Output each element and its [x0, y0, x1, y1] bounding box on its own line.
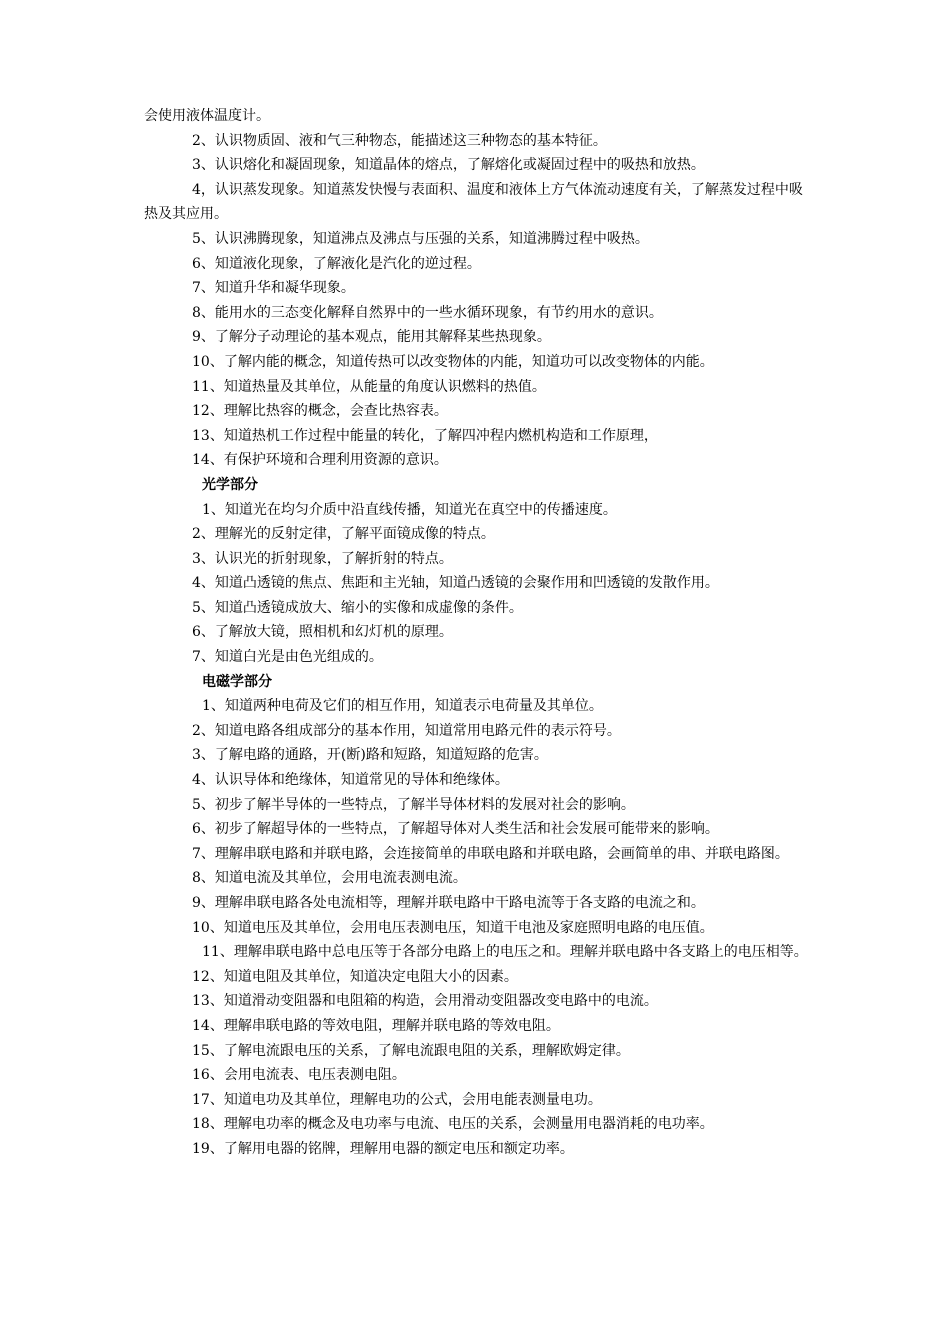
- list-item: [144, 842, 816, 867]
- list-item: 2、知道电路各组成部分的基本作用，知道常用电路元件的表示符号。: [192, 722, 621, 739]
- list-item: 8、知道电流及其单位，会用电流表测电流。: [192, 870, 467, 887]
- document-body: [144, 104, 816, 1162]
- list-item-text: 7、理解串联电路和并联电路，会连接简单的串联电路和并联电路，会画简单的串、并联电路图。: [192, 845, 789, 862]
- list-item: 1、知道光在均匀介质中沿直线传播，知道光在真空中的传播速度。: [202, 501, 617, 518]
- section-heading-optics: 光学部分: [202, 476, 258, 493]
- list-item: 14、有保护环境和合理利用资源的意识。: [192, 452, 448, 469]
- list-item-text: 4，认识蒸发现象。知道蒸发快慢与表面积、温度和液体上方气体流动速度有关，了解蒸发过程中吸热及其应用。: [144, 181, 803, 223]
- list-item: 2、认识物质固、液和气三种物态，能描述这三种物态的基本特征。: [192, 132, 607, 149]
- list-item: 10、知道电压及其单位，会用电压表测电压，知道干电池及家庭照明电路的电压值。: [192, 919, 714, 936]
- list-item: 11、知道热量及其单位，从能量的角度认识燃料的热值。: [192, 378, 546, 395]
- list-item: 12、理解比热容的概念，会查比热容表。: [192, 403, 448, 420]
- list-item: 18、理解电功率的概念及电功率与电流、电压的关系，会测量用电器消耗的电功率。: [192, 1116, 714, 1133]
- list-item: 14、理解串联电路的等效电阻，理解并联电路的等效电阻。: [192, 1017, 560, 1034]
- list-item-text: 11、理解串联电路中总电压等于各部分电路上的电压之和。理解并联电路中各支路上的电压相等。: [202, 944, 808, 961]
- list-item: 3、认识熔化和凝固现象，知道晶体的熔点，了解熔化或凝固过程中的吸热和放热。: [192, 157, 705, 174]
- list-item: 5、初步了解半导体的一些特点，了解半导体材料的发展对社会的影响。: [192, 796, 635, 813]
- list-item: 6、知道液化现象，了解液化是汽化的逆过程。: [192, 255, 481, 272]
- list-item: 7、知道升华和凝华现象。: [192, 280, 355, 297]
- list-item: [144, 940, 816, 965]
- list-item: 4、认识导体和绝缘体，知道常见的导体和绝缘体。: [192, 772, 509, 789]
- list-item: 12、知道电阻及其单位，知道决定电阻大小的因素。: [192, 968, 518, 985]
- list-item: 5、知道凸透镜成放大、缩小的实像和成虚像的条件。: [192, 599, 523, 616]
- list-item: 9、理解串联电路各处电流相等，理解并联电路中干路电流等于各支路的电流之和。: [192, 895, 705, 911]
- list-item: 7、知道白光是由色光组成的。: [192, 649, 383, 666]
- list-item: 1、知道两种电荷及它们的相互作用，知道表示电荷量及其单位。: [202, 698, 603, 715]
- list-item: 16、会用电流表、电压表测电阻。: [192, 1067, 406, 1084]
- list-item: 19、了解用电器的铭牌，理解用电器的额定电压和额定功率。: [192, 1140, 574, 1157]
- list-item: 4、知道凸透镜的焦点、焦距和主光轴，知道凸透镜的会聚作用和凹透镜的发散作用。: [192, 575, 719, 592]
- list-item: 3、了解电路的通路，开(断)路和短路，知道短路的危害。: [192, 747, 548, 764]
- list-item: 9、了解分子动理论的基本观点，能用其解释某些热现象。: [192, 329, 551, 346]
- list-item: [144, 178, 816, 227]
- list-item: 13、知道热机工作过程中能量的转化，了解四冲程内燃机构造和工作原理，: [192, 427, 658, 444]
- paragraph-continuation: 会使用液体温度计。: [144, 108, 270, 124]
- list-item: 6、初步了解超导体的一些特点，了解超导体对人类生活和社会发展可能带来的影响。: [192, 821, 719, 838]
- list-item: 3、认识光的折射现象，了解折射的特点。: [192, 550, 453, 567]
- list-item: 6、了解放大镜，照相机和幻灯机的原理。: [192, 624, 453, 641]
- list-item: 10、了解内能的概念，知道传热可以改变物体的内能，知道功可以改变物体的内能。: [192, 353, 714, 370]
- list-item: 8、能用水的三态变化解释自然界中的一些水循环现象，有节约用水的意识。: [192, 304, 663, 321]
- list-item: 5、认识沸腾现象，知道沸点及沸点与压强的关系，知道沸腾过程中吸热。: [192, 230, 649, 247]
- list-item: 15、了解电流跟电压的关系，了解电流跟电阻的关系，理解欧姆定律。: [192, 1042, 630, 1059]
- list-item: 13、知道滑动变阻器和电阻箱的构造，会用滑动变阻器改变电路中的电流。: [192, 993, 658, 1010]
- section-heading-electromagnetism: 电磁学部分: [202, 673, 272, 690]
- list-item: 17、知道电功及其单位，理解电功的公式，会用电能表测量电功。: [192, 1091, 602, 1108]
- list-item: 2、理解光的反射定律，了解平面镜成像的特点。: [192, 526, 495, 543]
